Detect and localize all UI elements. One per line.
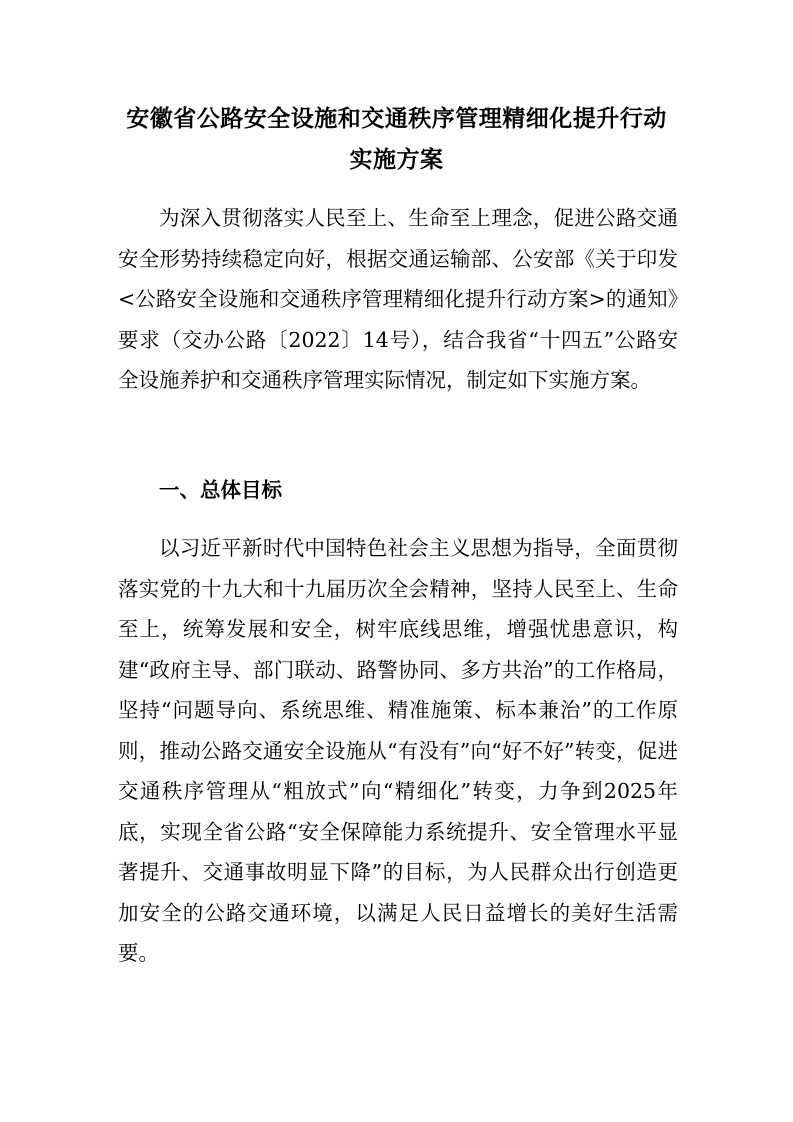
section-paragraph-overall-goals: 以习近平新时代中国特色社会主义思想为指导，全面贯彻落实党的十九大和十九届历次全会精神，坚持人民至上、生命至上，统筹发展和安全，树牢底线思维，增强忧患意识，构建“政府主导、部门联动、路警协同、多方共治”的工作格局，坚持“问题导向、系统思维、精准施策、标本兼治”的工作原则，推动公路交通安全设施从“有没有”向“好不好”转变，促进交通秩序管理从“粗放式”向“精细化”转变，力争到2025年底，实现全省公路“安全保障能力系统提升、安全管理水平显著提升、交通事故明显下降”的目标，为人民群众出行创造更加安全的公路交通环境，以满足人民日益增长的美好生活需要。 [118, 536, 678, 965]
section-heading-overall-goals: 一、总体目标 [159, 478, 282, 502]
intro-paragraph: 为深入贯彻落实人民至上、生命至上理念，促进公路交通安全形势持续稳定向好，根据交通运输部、公安部《关于印发<公路安全设施和交通秩序管理精细化提升行动方案>的通知》要求（交办公路〔2022〕14号），结合我省“十四五”公路安全设施养护和交通秩序管理实际情况，制定如下实施方案。 [118, 206, 678, 392]
document-title-line-1: 安徽省公路安全设施和交通秩序管理精细化提升行动 [126, 106, 667, 132]
document-title-line-2: 实施方案 [349, 147, 444, 173]
